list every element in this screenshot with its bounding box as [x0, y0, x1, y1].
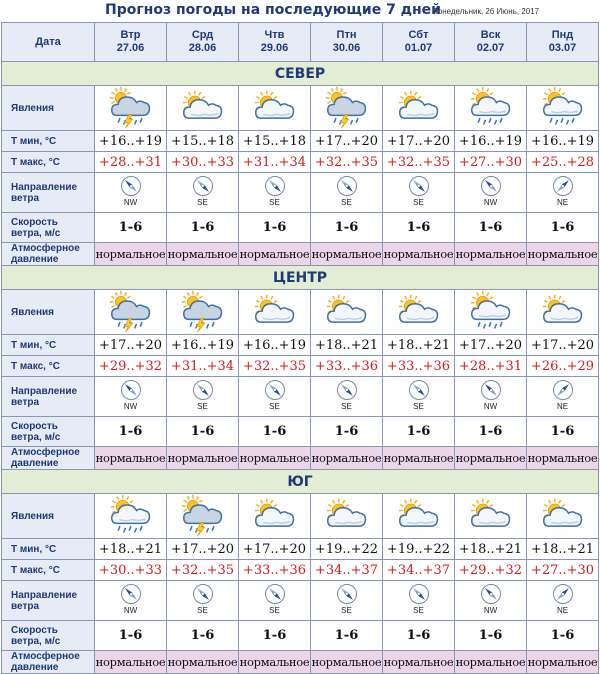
region-name: ЮГ: [2, 470, 599, 494]
tmin-value: +19..+22: [311, 539, 383, 560]
weather-icon-cell: [311, 290, 383, 335]
wind-direction-label-text: ветра: [11, 600, 40, 612]
tmin-value: +17..+20: [239, 539, 311, 560]
wind-direction-label: [2, 173, 95, 213]
day-of-week: Чтв: [264, 29, 285, 41]
tmax-row: [2, 152, 599, 173]
wind-direction-cell: [95, 581, 167, 621]
tmax-value: +30..+33: [167, 152, 239, 173]
partly-cloudy-icon: [311, 494, 382, 538]
day-date: 29.06: [260, 42, 289, 54]
thunderstorm-rain-icon: [95, 290, 166, 334]
day-date: 01.07: [404, 42, 433, 54]
wind-speed-label-text: ветра, м/с: [11, 227, 61, 239]
wind-speed-row: [2, 621, 599, 651]
tmin-row: [2, 335, 599, 356]
thunderstorm-rain-icon: [167, 494, 238, 538]
pressure-row: [2, 243, 599, 266]
tmax-label: Т макс, °С: [2, 356, 95, 377]
wind-direction-cell: [239, 173, 311, 213]
wind-direction-label-text: ветра: [11, 192, 40, 204]
wind-direction-value: NE: [556, 606, 569, 615]
wind-direction-cell: [527, 173, 599, 213]
tmax-value: +32..+35: [239, 356, 311, 377]
partly-cloudy-icon: [239, 494, 310, 538]
tmin-value: +18..+21: [527, 539, 599, 560]
wind-direction-value: SE: [413, 198, 424, 207]
wind-direction-value: SE: [413, 606, 424, 615]
tmin-value: +15..+18: [167, 131, 239, 152]
wind-direction-label-text: Направление: [11, 181, 78, 193]
pressure-label-text: давление: [11, 254, 59, 265]
tmax-value: +33..+36: [383, 356, 455, 377]
phenomena-row: [2, 290, 599, 335]
wind-speed-value: 1-6: [239, 417, 311, 447]
wind-direction-cell: [311, 377, 383, 417]
pressure-value: нормальное: [527, 651, 599, 674]
day-of-week: Сбт: [408, 29, 429, 41]
wind-direction-value: SE: [413, 402, 424, 411]
weather-icon-cell: [527, 494, 599, 539]
wind-direction-cell: [527, 377, 599, 417]
wind-direction-value: NW: [483, 402, 498, 411]
wind-speed-label: [2, 417, 95, 447]
tmin-value: +17..+20: [311, 131, 383, 152]
weather-icon-cell: [455, 290, 527, 335]
day-date: 28.06: [188, 42, 217, 54]
pressure-value: нормальное: [311, 243, 383, 266]
day-of-week: Пнд: [551, 29, 574, 41]
day-of-week: Втр: [120, 29, 141, 41]
tmin-value: +18..+21: [95, 539, 167, 560]
tmax-value: +28..+31: [95, 152, 167, 173]
wind-speed-value: 1-6: [527, 621, 599, 651]
region-name: СЕВЕР: [2, 62, 599, 86]
tmin-value: +17..+20: [167, 539, 239, 560]
weather-icon-cell: [95, 290, 167, 335]
tmax-value: +32..+35: [311, 152, 383, 173]
wind-speed-value: 1-6: [167, 621, 239, 651]
wind-speed-row: [2, 213, 599, 243]
day-of-week: Вск: [480, 29, 501, 41]
tmin-value: +15..+18: [239, 131, 311, 152]
tmin-label: Т мин, °С: [2, 539, 95, 560]
wind-direction-cell: [95, 377, 167, 417]
header-date-label: Дата: [2, 23, 95, 62]
wind-direction-label: [2, 581, 95, 621]
tmax-value: +30..+33: [95, 560, 167, 581]
wind-speed-value: 1-6: [383, 621, 455, 651]
day-header: [95, 23, 167, 62]
pressure-value: нормальное: [383, 651, 455, 674]
partly-cloudy-rain-icon: [455, 86, 526, 130]
tmax-value: +29..+32: [95, 356, 167, 377]
wind-direction-cell: [95, 173, 167, 213]
tmax-value: +32..+35: [167, 560, 239, 581]
wind-direction-label-text: Направление: [11, 385, 78, 397]
tmin-value: +17..+20: [527, 335, 599, 356]
current-date: Понедельник, 26 Июнь, 2017: [432, 7, 540, 16]
partly-cloudy-icon: [383, 86, 454, 130]
wind-direction-value: NW: [483, 198, 498, 207]
wind-direction-label-text: ветра: [11, 396, 40, 408]
pressure-value: нормальное: [95, 651, 167, 674]
pressure-value: нормальное: [167, 447, 239, 470]
wind-direction-value: NW: [483, 606, 498, 615]
pressure-value: нормальное: [311, 447, 383, 470]
wind-direction-cell: [167, 173, 239, 213]
day-header: [167, 23, 239, 62]
day-header: [311, 23, 383, 62]
pressure-label-text: давление: [11, 662, 59, 673]
tmax-value: +32..+35: [383, 152, 455, 173]
day-date: 02.07: [476, 42, 505, 54]
wind-speed-value: 1-6: [527, 417, 599, 447]
region-name: ЦЕНТР: [2, 266, 599, 290]
partly-cloudy-icon: [455, 494, 526, 538]
tmax-value: +25..+28: [527, 152, 599, 173]
wind-direction-cell: [311, 581, 383, 621]
wind-speed-value: 1-6: [239, 621, 311, 651]
region-header-row: [2, 470, 599, 494]
wind-speed-label-text: Скорость: [11, 216, 58, 228]
phenomena-label: Явления: [2, 86, 95, 131]
wind-speed-value: 1-6: [167, 417, 239, 447]
pressure-row: [2, 447, 599, 470]
wind-direction-cell: [311, 173, 383, 213]
tmax-value: +33..+36: [311, 356, 383, 377]
tmax-value: +33..+36: [239, 560, 311, 581]
pressure-value: нормальное: [455, 447, 527, 470]
tmin-value: +16..+19: [239, 335, 311, 356]
weather-icon-cell: [239, 86, 311, 131]
tmax-label: Т макс, °С: [2, 560, 95, 581]
tmax-value: +26..+29: [527, 356, 599, 377]
weather-icon-cell: [95, 86, 167, 131]
tmax-value: +34..+37: [311, 560, 383, 581]
wind-direction-row: [2, 173, 599, 213]
page-title: Прогноз погоды на последующие 7 дней: [105, 2, 441, 18]
weather-icon-cell: [527, 290, 599, 335]
tmax-value: +27..+30: [527, 560, 599, 581]
weather-icon-cell: [311, 494, 383, 539]
day-header: [455, 23, 527, 62]
weather-icon-cell: [311, 86, 383, 131]
pressure-value: нормальное: [311, 651, 383, 674]
partly-cloudy-icon: [383, 290, 454, 334]
wind-direction-label-text: Направление: [11, 589, 78, 601]
wind-direction-value: SE: [269, 402, 280, 411]
pressure-value: нормальное: [527, 447, 599, 470]
weather-icon-cell: [167, 494, 239, 539]
day-date: 30.06: [332, 42, 361, 54]
weather-icon-cell: [95, 494, 167, 539]
pressure-value: нормальное: [167, 651, 239, 674]
tmax-value: +34..+37: [383, 560, 455, 581]
tmin-value: +17..+20: [95, 335, 167, 356]
weather-icon-cell: [527, 86, 599, 131]
pressure-value: нормальное: [455, 243, 527, 266]
wind-direction-cell: [455, 377, 527, 417]
weather-icon-cell: [167, 290, 239, 335]
thunderstorm-rain-icon: [95, 86, 166, 130]
day-header: [527, 23, 599, 62]
pressure-label-text: Атмосферное: [11, 243, 80, 254]
wind-direction-value: SE: [197, 402, 208, 411]
wind-speed-label-text: ветра, м/с: [11, 431, 61, 443]
wind-direction-cell: [239, 377, 311, 417]
tmax-value: +31..+34: [239, 152, 311, 173]
pressure-label-text: давление: [11, 458, 59, 469]
partly-cloudy-icon: [167, 86, 238, 130]
day-header: [383, 23, 455, 62]
pressure-value: нормальное: [239, 243, 311, 266]
pressure-value: нормальное: [239, 447, 311, 470]
partly-cloudy-rain-icon: [455, 290, 526, 334]
forecast-table: [1, 22, 599, 674]
wind-speed-value: 1-6: [311, 621, 383, 651]
pressure-value: нормальное: [95, 243, 167, 266]
wind-direction-label: [2, 377, 95, 417]
pressure-value: нормальное: [239, 651, 311, 674]
tmin-label: Т мин, °С: [2, 131, 95, 152]
wind-speed-value: 1-6: [311, 213, 383, 243]
tmax-value: +29..+32: [455, 560, 527, 581]
pressure-label-text: Атмосферное: [11, 447, 80, 458]
day-of-week: Птн: [336, 29, 357, 41]
pressure-value: нормальное: [383, 447, 455, 470]
wind-speed-value: 1-6: [527, 213, 599, 243]
wind-speed-value: 1-6: [239, 213, 311, 243]
wind-speed-value: 1-6: [383, 213, 455, 243]
weather-icon-cell: [455, 86, 527, 131]
tmax-row: [2, 356, 599, 377]
wind-direction-value: SE: [197, 606, 208, 615]
day-of-week: Срд: [191, 29, 214, 41]
wind-speed-label-text: ветра, м/с: [11, 635, 61, 647]
tmax-row: [2, 560, 599, 581]
tmin-value: +18..+21: [311, 335, 383, 356]
weather-icon-cell: [383, 290, 455, 335]
wind-speed-label-text: Скорость: [11, 624, 58, 636]
wind-speed-value: 1-6: [311, 417, 383, 447]
wind-direction-value: NE: [556, 198, 569, 207]
pressure-label-text: Атмосферное: [11, 651, 80, 662]
partly-cloudy-rain-icon: [95, 494, 166, 538]
weather-icon-cell: [455, 494, 527, 539]
pressure-value: нормальное: [95, 447, 167, 470]
wind-speed-value: 1-6: [95, 621, 167, 651]
wind-speed-value: 1-6: [95, 417, 167, 447]
partly-cloudy-icon: [383, 494, 454, 538]
region-header-row: [2, 266, 599, 290]
tmin-row: [2, 539, 599, 560]
pressure-label: [2, 243, 95, 266]
tmin-label: Т мин, °С: [2, 335, 95, 356]
day-date: 27.06: [116, 42, 145, 54]
wind-direction-value: NW: [123, 198, 138, 207]
tmax-label: Т макс, °С: [2, 152, 95, 173]
tmin-value: +18..+21: [383, 335, 455, 356]
wind-speed-value: 1-6: [383, 417, 455, 447]
wind-direction-value: NW: [123, 606, 138, 615]
partly-cloudy-rain-icon: [527, 86, 598, 130]
wind-speed-value: 1-6: [455, 621, 527, 651]
wind-direction-value: NE: [556, 402, 569, 411]
weather-icon-cell: [239, 494, 311, 539]
tmin-value: +16..+19: [167, 335, 239, 356]
partly-cloudy-icon: [239, 86, 310, 130]
thunderstorm-rain-icon: [311, 86, 382, 130]
wind-direction-cell: [167, 377, 239, 417]
wind-direction-cell: [455, 581, 527, 621]
wind-direction-row: [2, 377, 599, 417]
tmin-value: +17..+20: [383, 131, 455, 152]
tmin-value: +16..+19: [527, 131, 599, 152]
wind-direction-cell: [167, 581, 239, 621]
wind-direction-cell: [527, 581, 599, 621]
wind-direction-value: SE: [269, 606, 280, 615]
wind-direction-cell: [383, 377, 455, 417]
weather-icon-cell: [383, 494, 455, 539]
wind-speed-value: 1-6: [455, 213, 527, 243]
phenomena-row: [2, 86, 599, 131]
wind-direction-value: NW: [123, 402, 138, 411]
pressure-label: [2, 447, 95, 470]
region-header-row: [2, 62, 599, 86]
wind-speed-label: [2, 213, 95, 243]
wind-direction-row: [2, 581, 599, 621]
wind-direction-value: SE: [341, 606, 352, 615]
weather-icon-cell: [383, 86, 455, 131]
partly-cloudy-icon: [527, 290, 598, 334]
partly-cloudy-icon: [311, 290, 382, 334]
weather-icon-cell: [239, 290, 311, 335]
partly-cloudy-icon: [239, 290, 310, 334]
pressure-value: нормальное: [167, 243, 239, 266]
thunderstorm-rain-icon: [167, 290, 238, 334]
wind-direction-cell: [455, 173, 527, 213]
pressure-value: нормальное: [383, 243, 455, 266]
wind-speed-label: [2, 621, 95, 651]
pressure-row: [2, 651, 599, 674]
phenomena-row: [2, 494, 599, 539]
wind-speed-value: 1-6: [95, 213, 167, 243]
tmax-value: +31..+34: [167, 356, 239, 377]
tmin-row: [2, 131, 599, 152]
tmin-value: +18..+21: [455, 539, 527, 560]
header-row: [2, 23, 599, 62]
pressure-value: нормальное: [455, 651, 527, 674]
wind-speed-value: 1-6: [455, 417, 527, 447]
pressure-value: нормальное: [527, 243, 599, 266]
wind-direction-value: SE: [341, 198, 352, 207]
day-date: 03.07: [548, 42, 577, 54]
weather-icon-cell: [167, 86, 239, 131]
tmin-value: +17..+20: [455, 335, 527, 356]
wind-direction-cell: [239, 581, 311, 621]
day-header: [239, 23, 311, 62]
wind-speed-label-text: Скорость: [11, 420, 58, 432]
wind-speed-row: [2, 417, 599, 447]
tmin-value: +19..+22: [383, 539, 455, 560]
wind-direction-value: SE: [269, 198, 280, 207]
tmax-value: +28..+31: [455, 356, 527, 377]
partly-cloudy-icon: [527, 494, 598, 538]
wind-direction-cell: [383, 173, 455, 213]
wind-speed-value: 1-6: [167, 213, 239, 243]
tmin-value: +16..+19: [455, 131, 527, 152]
wind-direction-value: SE: [197, 198, 208, 207]
phenomena-label: Явления: [2, 290, 95, 335]
wind-direction-cell: [383, 581, 455, 621]
tmin-value: +16..+19: [95, 131, 167, 152]
phenomena-label: Явления: [2, 494, 95, 539]
tmax-value: +27..+30: [455, 152, 527, 173]
wind-direction-value: SE: [341, 402, 352, 411]
pressure-label: [2, 651, 95, 674]
